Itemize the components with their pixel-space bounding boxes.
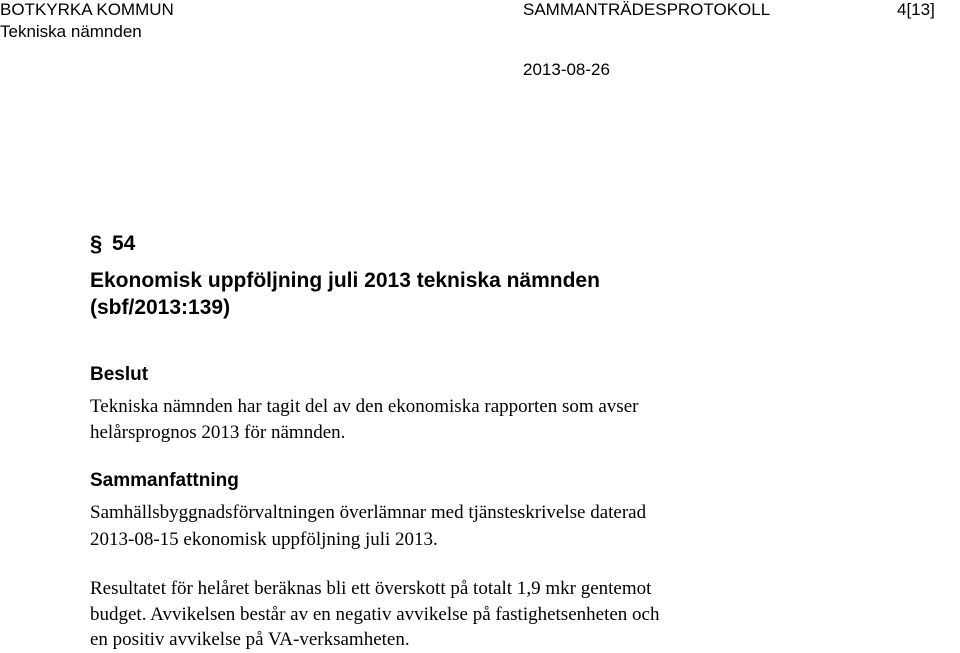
page-number: 4[13] [897,0,935,19]
summary-p1-line-1: Samhällsbyggnadsförvaltningen överlämnar med tjänsteskrivelse daterad [90,502,647,523]
decision-heading: Beslut [90,364,149,385]
decision-text-line-1: Tekniska nämnden har tagit del av den ekonomiska rapporten som avser [90,396,639,417]
decision-text-line-2: helårsprognos 2013 för nämnden. [90,422,346,443]
organization-name: BOTKYRKA KOMMUN [0,0,174,19]
item-title-line-1: Ekonomisk uppföljning juli 2013 tekniska nämnden [90,269,600,292]
item-title-line-2: (sbf/2013:139) [90,296,231,319]
summary-heading: Sammanfattning [90,470,239,491]
document-type: SAMMANTRÄDESPROTOKOLL [523,0,771,19]
section-symbol: § [90,231,103,256]
summary-p1-line-2: 2013-08-15 ekonomisk uppföljning juli 2013. [90,529,438,550]
summary-p2-line-2: budget. Avvikelsen består av en negativ avvikelse på fastighetsenheten och [90,604,660,625]
summary-p2-line-1: Resultatet för helåret beräknas bli ett överskott på totalt 1,9 mkr gentemot [90,578,652,599]
committee-name: Tekniska nämnden [0,22,142,41]
summary-p2-line-3: en positiv avvikelse på VA-verksamheten. [90,629,410,650]
item-number: 54 [112,232,136,255]
meeting-date: 2013-08-26 [523,60,610,79]
